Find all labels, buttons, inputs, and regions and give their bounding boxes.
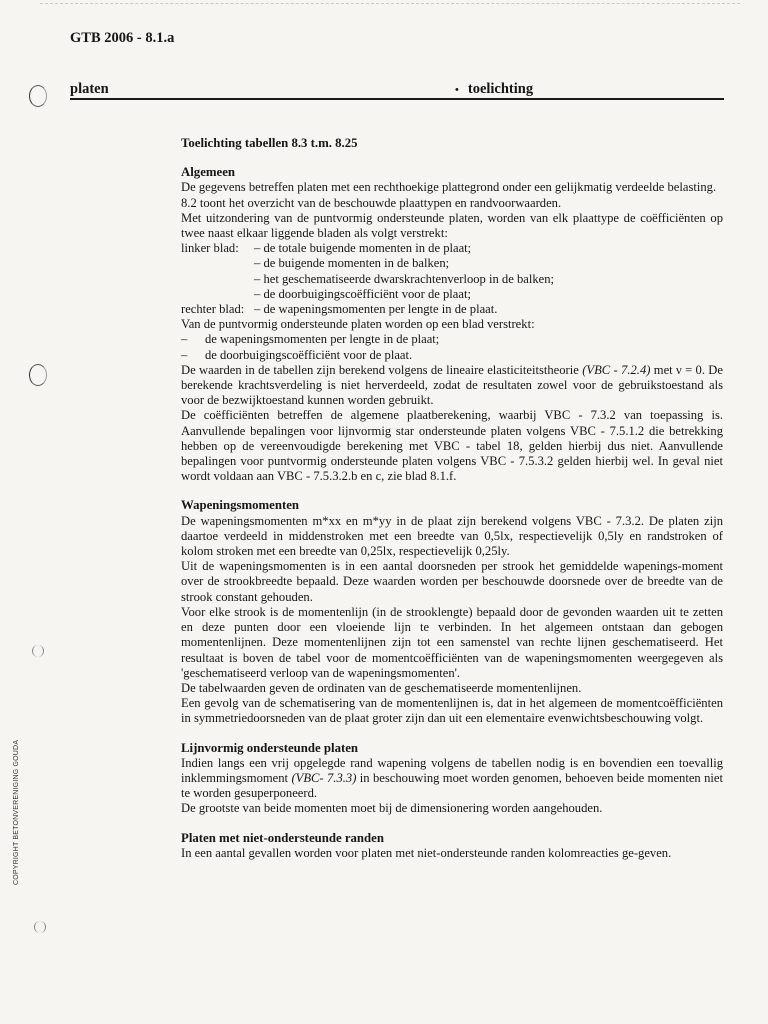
copyright-notice: COPYRIGHT BETONVERENIGING GOUDA <box>13 739 20 885</box>
paragraph: Voor elke strook is de momentenlijn (in de strooklengte) bepaald door de gevonden waarden uit te zetten en deze punten door een vloeiende lijn te verbinden. In het algemeen ontstaan dan gebogen momentenlijnen. Deze momentenlijnen zijn tot een samenstel van rechte lijnen geschematiseerd. Het resultaat is boven de tabel voor de momentcoëfficiënten van de wapeningsmomenten weergegeven als 'geschematiseerd verloop van de wapeningsmomenten'. <box>181 604 723 680</box>
document-code: GTB 2006 - 8.1.a <box>70 30 175 46</box>
paragraph <box>181 363 723 409</box>
paragraph-text: in beschouwing moet worden genomen, behoeven beide momenten niet te worden gesuperponeerd. <box>181 770 723 801</box>
heading-algemeen: Algemeen <box>181 165 236 180</box>
paragraph: Van de puntvormig ondersteunde platen worden op een blad verstrekt: <box>181 317 535 332</box>
paragraph: Uit de wapeningsmomenten is in een aantal doorsneden per strook het gemiddelde wapenings-moment over de strookbreedte bepaald. Deze waarden worden per beschouwde doorsnede over de breedte van de strook constant gehouden. <box>181 559 723 604</box>
paragraph <box>181 756 723 802</box>
list-item-text: – de wapeningsmomenten per lengte in de plaat. <box>254 302 498 317</box>
paragraph: De gegevens betreffen platen met een rechthoekige plattegrond onder een gelijkmatig verdeelde belasting. <box>181 180 717 195</box>
list-item-text: de wapeningsmomenten per lengte in de plaat; <box>205 332 440 347</box>
punch-hole-icon <box>32 645 44 657</box>
document-title: Toelichting tabellen 8.3 t.m. 8.25 <box>181 136 358 150</box>
paragraph: Met uitzondering van de puntvormig ondersteunde platen, worden van elk plaattype de coëfficiënten op twee naast elkaar liggende bladen als volgt verstrekt: <box>181 210 723 241</box>
paragraph: In een aantal gevallen worden voor platen met niet-ondersteunde randen kolomreacties ge-geven. <box>181 845 672 860</box>
dash-bullet: – <box>181 347 188 362</box>
paragraph-text: Indien langs een vrij opgelegde rand wapening volgens de tabellen nodig is en bovendien een toevallig inklemmingsmoment <box>181 755 723 785</box>
reference: (VBC - 7.2.4) <box>582 362 651 377</box>
dash-bullet: – <box>181 332 188 347</box>
list-item: – de buigende momenten in de balken; <box>254 256 450 271</box>
list-item <box>181 302 723 317</box>
section-type <box>455 81 533 98</box>
heading-lijnvormig: Lijnvormig ondersteunde platen <box>181 740 359 755</box>
list-label: linker blad: <box>181 241 239 256</box>
punch-hole-icon <box>29 364 47 386</box>
paragraph: De coëfficiënten betreffen de algemene plaatberekening, waarbij VBC - 7.3.2 van toepassing is. Aanvullende bepalingen voor lijnvormig star ondersteunde platen volgens VBC - 7.5.1.2 die betrekking hebben op de vereenvoudigde berekening met VBC - tabel 18, gelden hierbij dus niet. Aanvullende bepalingen voor puntvormig ondersteunde platen volgens VBC - 7.5.3.2 gelden hierbij wel. In geval niet wordt voldaan aan VBC - 7.5.3.2.b en c, zie blad 8.1.f. <box>181 408 723 484</box>
document-body <box>181 136 723 861</box>
heading-wapeningsmomenten: Wapeningsmomenten <box>181 498 300 513</box>
paragraph: De wapeningsmomenten m*xx en m*yy in de plaat zijn berekend volgens VBC - 7.3.2. De platen zijn daartoe verdeeld in middenstroken met een breedte van 0,5lx, respectievelijk 0,5ly en randstroken of kolom stroken met een breedte van 0,25lx, respectievelijk 0,25ly. <box>181 513 723 559</box>
scan-top-edge <box>40 3 740 4</box>
section-type-label: toelichting <box>467 81 534 97</box>
paragraph-text: De waarden in de tabellen zijn berekend volgens de lineaire elasticiteitstheorie <box>181 362 579 377</box>
paragraph: De grootste van beide momenten moet bij de dimensionering worden aangehouden. <box>181 801 603 816</box>
paragraph: Een gevolg van de schematisering van de momentenlijnen is, dat in het algemeen de momentcoëfficiënten in symmetriedoorsneden van de plaat groter zijn dan uit een elementaire evenwichtsbeschouwing volgt. <box>181 696 723 726</box>
list-item-text: – de totale buigende momenten in de plaat; <box>254 241 472 256</box>
section-label: platen <box>70 81 109 97</box>
reference: (VBC- 7.3.3) <box>291 770 357 785</box>
paragraph: 8.2 toont het overzicht van de beschouwde plaattypen en randvoorwaarden. <box>181 195 562 210</box>
punch-hole-icon <box>34 921 46 933</box>
header-rule <box>70 98 724 100</box>
list-item <box>181 332 723 347</box>
heading-niet-ondersteunde: Platen met niet-ondersteunde randen <box>181 830 384 845</box>
list-item-text: de doorbuigingscoëfficiënt voor de plaat. <box>205 347 413 362</box>
list-item <box>181 348 723 363</box>
punch-hole-icon <box>29 85 47 107</box>
list-item: – het geschematiseerde dwarskrachtenverloop in de balken; <box>254 271 555 286</box>
paragraph-text: met ν = 0. De berekende krachtsverdeling is niet herverdeeld, zodat de resultaten zowel voor de gebruikstoestand als voor de bezwijktoestand kunnen worden gebruikt. <box>181 362 723 408</box>
list-label: rechter blad: <box>181 302 245 317</box>
bullet-icon: • <box>455 84 459 96</box>
list-item <box>181 241 723 256</box>
paragraph: De tabelwaarden geven de ordinaten van de geschematiseerde momentenlijnen. <box>181 680 582 695</box>
list-item: – de doorbuigingscoëfficiënt voor de plaat; <box>254 286 471 301</box>
